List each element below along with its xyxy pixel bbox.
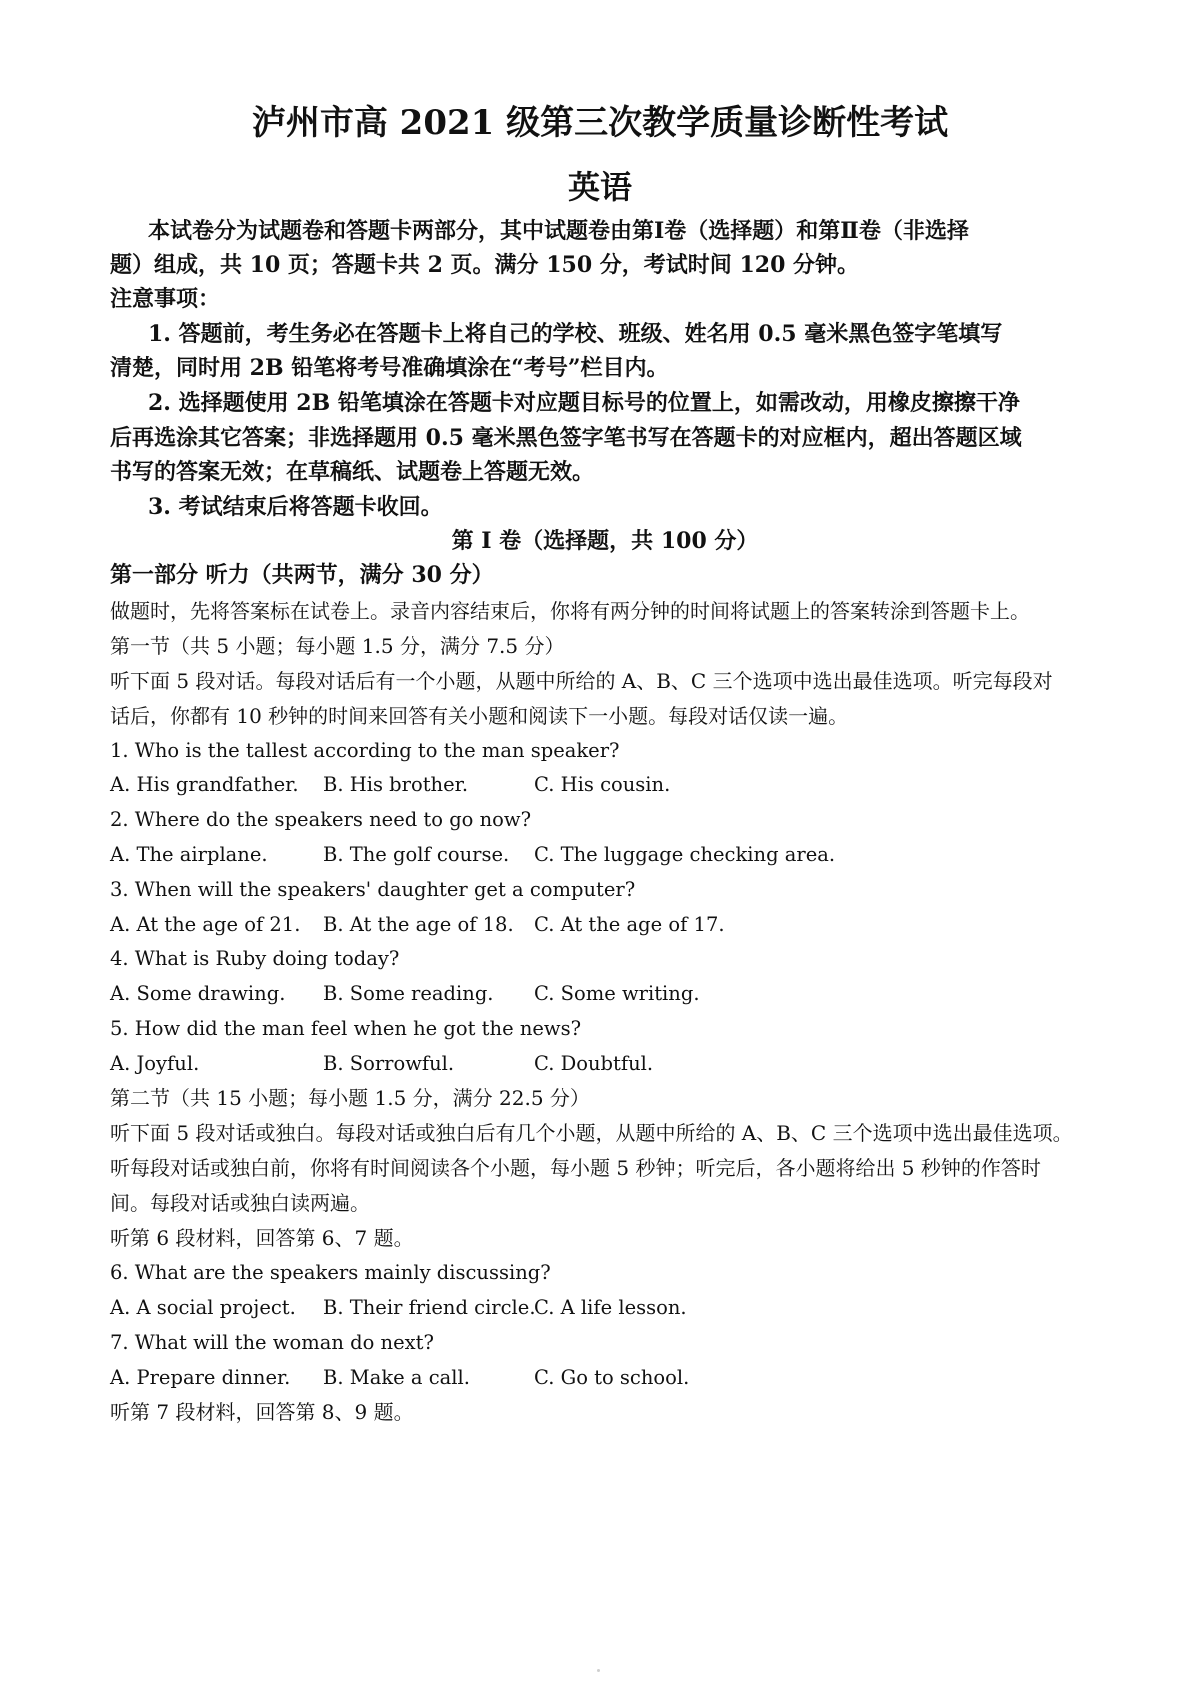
part1-heading: 第一部分 听力（共两节，满分 30 分）	[110, 562, 494, 588]
exam-title: 泸州市高 2021 级第三次教学质量诊断性考试	[251, 103, 949, 143]
question-4: 4. What is Ruby doing today?	[110, 947, 400, 970]
option-b: B. Make a call.	[323, 1366, 470, 1389]
intro-line-1: 本试卷分为试题卷和答题卡两部分，其中试题卷由第Ⅰ卷（选择题）和第Ⅱ卷（非选择	[148, 218, 969, 244]
section1-instruction-1: 听下面 5 段对话。每段对话后有一个小题，从题中所给的 A、B、C 三个选项中选出最佳选项。听完每段对	[110, 669, 1053, 693]
subject-title: 英语	[567, 168, 632, 206]
material-7-instruction: 听第 7 段材料，回答第 8、9 题。	[110, 1400, 414, 1424]
option-b: B. Sorrowful.	[323, 1052, 455, 1075]
scan-dot	[597, 1669, 600, 1672]
option-b: B. The golf course.	[323, 843, 510, 866]
notice-line-1: 1. 答题前，考生务必在答题卡上将自己的学校、班级、姓名用 0.5 毫米黑色签字笔填写	[148, 321, 1003, 347]
option-a: A. Prepare dinner.	[110, 1366, 291, 1389]
option-c: C. The luggage checking area.	[534, 843, 836, 866]
option-c: C. Some writing.	[534, 982, 700, 1005]
option-c: C. At the age of 17.	[534, 913, 725, 936]
option-b: B. Their friend circle.	[323, 1296, 536, 1319]
question-2-options	[110, 841, 1100, 869]
question-7-options	[110, 1364, 1100, 1392]
question-1-options	[110, 771, 1100, 799]
option-a: A. The airplane.	[110, 843, 268, 866]
option-c: C. A life lesson.	[534, 1296, 687, 1319]
option-c: C. His cousin.	[534, 773, 671, 796]
option-a: A. At the age of 21.	[110, 913, 301, 936]
question-3-options	[110, 911, 1100, 939]
option-b: B. At the age of 18.	[323, 913, 514, 936]
section2-instruction-1: 听下面 5 段对话或独白。每段对话或独白后有几个小题，从题中所给的 A、B、C 三个选项中选出最佳选项。	[110, 1121, 1073, 1145]
question-5: 5. How did the man feel when he got the news?	[110, 1017, 582, 1040]
notice-line-3: 2. 选择题使用 2B 铅笔填涂在答题卡对应题目标号的位置上，如需改动，用橡皮擦擦干净	[148, 390, 1020, 416]
question-2: 2. Where do the speakers need to go now?	[110, 808, 532, 831]
option-a: A. Some drawing.	[110, 982, 286, 1005]
option-a: A. Joyful.	[110, 1052, 200, 1075]
question-3: 3. When will the speakers' daughter get a computer?	[110, 878, 636, 901]
material-6-instruction: 听第 6 段材料，回答第 6、7 题。	[110, 1226, 414, 1250]
option-b: B. His brother.	[323, 773, 469, 796]
section2-heading: 第二节（共 15 小题；每小题 1.5 分，满分 22.5 分）	[110, 1086, 590, 1110]
notice-line-4: 后再选涂其它答案；非选择题用 0.5 毫米黑色签字笔书写在答题卡的对应框内，超出答题区域	[110, 425, 1022, 451]
notice-line-5: 书写的答案无效；在草稿纸、试题卷上答题无效。	[110, 459, 595, 485]
notice-line-6: 3. 考试结束后将答题卡收回。	[148, 494, 443, 520]
part1-instruction: 做题时，先将答案标在试卷上。录音内容结束后，你将有两分钟的时间将试题上的答案转涂到答题卡上。	[110, 599, 1030, 623]
question-6-options	[110, 1294, 1100, 1322]
intro-line-2: 题）组成，共 10 页；答题卡共 2 页。满分 150 分，考试时间 120 分钟。	[110, 252, 860, 278]
question-7: 7. What will the woman do next?	[110, 1331, 434, 1354]
question-4-options	[110, 980, 1100, 1008]
notice-line-2: 清楚，同时用 2B 铅笔将考号准确填涂在“考号”栏目内。	[110, 355, 669, 381]
question-1: 1. Who is the tallest according to the man speaker?	[110, 739, 620, 762]
section1-instruction-2: 话后，你都有 10 秒钟的时间来回答有关小题和阅读下一小题。每段对话仅读一遍。	[110, 704, 849, 728]
volume-heading: 第 I 卷（选择题，共 100 分）	[451, 528, 759, 554]
section2-instruction-3: 间。每段对话或独白读两遍。	[110, 1191, 370, 1215]
notice-heading: 注意事项：	[110, 286, 221, 312]
section1-heading: 第一节（共 5 小题；每小题 1.5 分，满分 7.5 分）	[110, 634, 565, 658]
option-a: A. His grandfather.	[110, 773, 299, 796]
section2-instruction-2: 听每段对话或独白前，你将有时间阅读各个小题，每小题 5 秒钟；听完后，各小题将给出 5 秒钟的作答时	[110, 1156, 1041, 1180]
option-a: A. A social project.	[110, 1296, 296, 1319]
question-6: 6. What are the speakers mainly discussing?	[110, 1261, 551, 1284]
option-c: C. Go to school.	[534, 1366, 690, 1389]
option-b: B. Some reading.	[323, 982, 494, 1005]
question-5-options	[110, 1050, 1100, 1078]
option-c: C. Doubtful.	[534, 1052, 654, 1075]
